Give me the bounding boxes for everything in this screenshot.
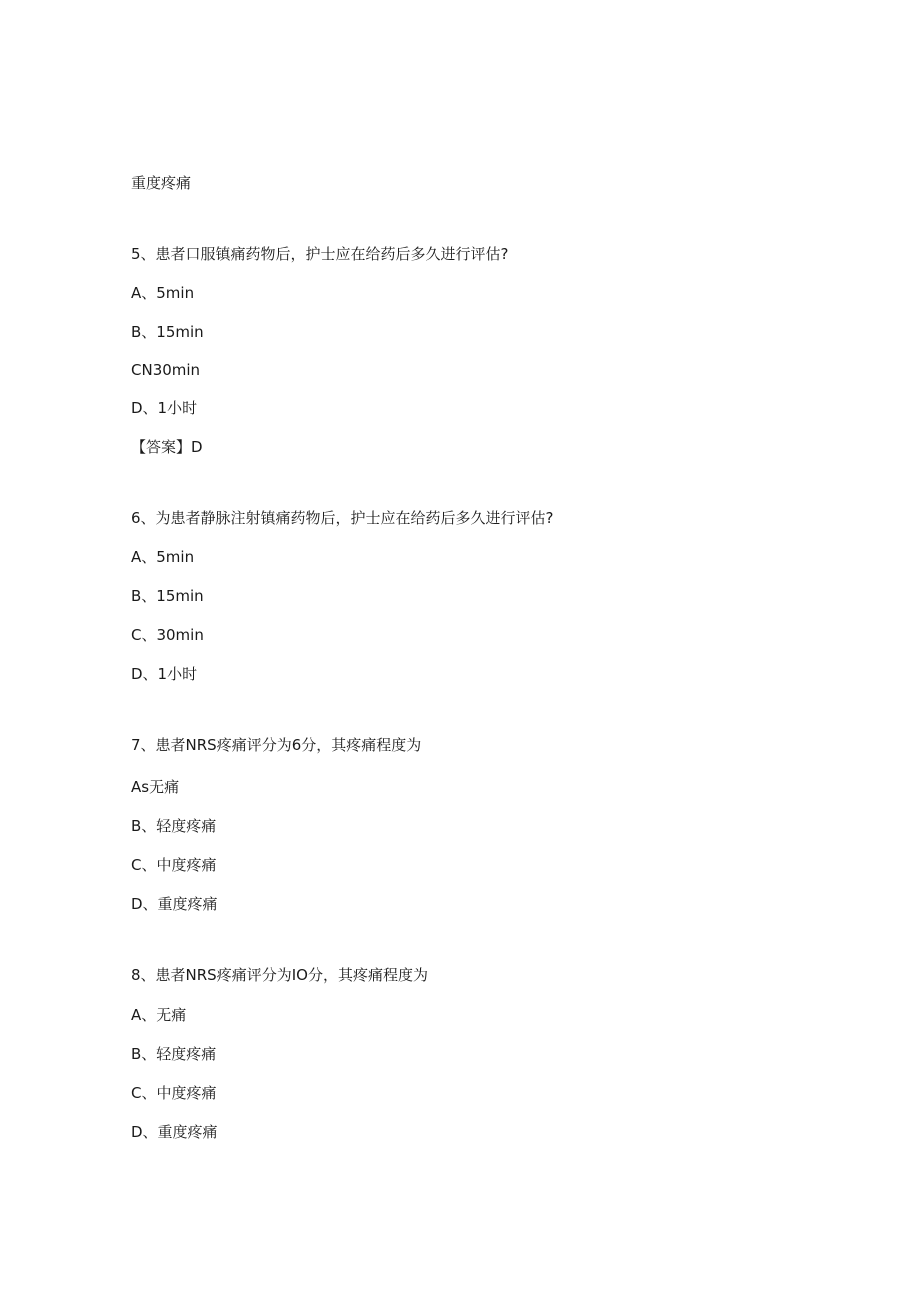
option-a: A、无痛 — [131, 1006, 187, 1024]
question-5: 5、患者口服镇痛药物后，护士应在给药后多久进行评估? — [131, 245, 509, 263]
option-b: B、轻度疼痛 — [131, 1045, 217, 1063]
option-b: B、15min — [131, 323, 204, 341]
option-c: C、30min — [131, 626, 204, 644]
answer: 【答案】D — [131, 438, 203, 456]
question-7: 7、患者NRS疼痛评分为6分，其疼痛程度为 — [131, 736, 422, 754]
question-8: 8、患者NRS疼痛评分为IO分，其疼痛程度为 — [131, 966, 428, 984]
option-d: D、重度疼痛 — [131, 895, 218, 913]
option-a: A、5min — [131, 284, 195, 302]
option-d: D、1小时 — [131, 665, 198, 683]
option-c: CN30min — [131, 361, 201, 379]
option-d: D、重度疼痛 — [131, 1123, 218, 1141]
option-b: B、15min — [131, 587, 204, 605]
option-c: C、中度疼痛 — [131, 1084, 217, 1102]
option-c: C、中度疼痛 — [131, 856, 217, 874]
option-a: A、5min — [131, 548, 195, 566]
option-a: As无痛 — [131, 778, 180, 796]
question-6: 6、为患者静脉注射镇痛药物后，护士应在给药后多久进行评估? — [131, 509, 554, 527]
text-line: 重度疼痛 — [131, 174, 192, 192]
option-b: B、轻度疼痛 — [131, 817, 217, 835]
option-d: D、1小时 — [131, 399, 198, 417]
